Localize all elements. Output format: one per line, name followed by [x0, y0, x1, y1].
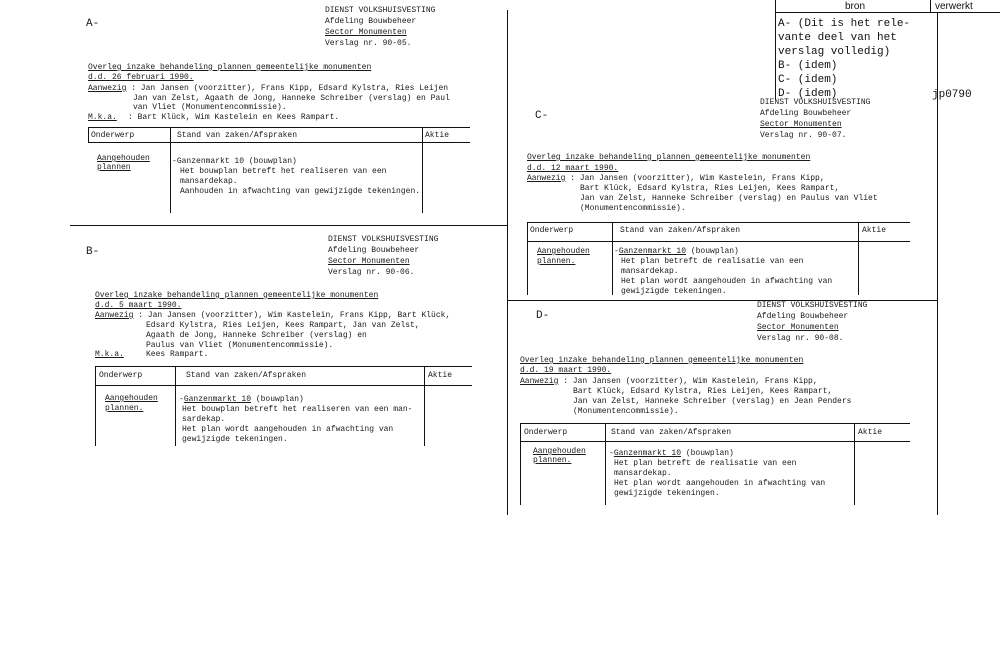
subject-line: plannen	[97, 163, 131, 172]
content-line: gewijzigde tekeningen.	[621, 287, 727, 296]
item-heading	[609, 449, 734, 458]
attendees-line	[95, 311, 450, 320]
attendees-line: Bart Klück, Edsard Kylstra, Ries Leijen, Kees Rampart,	[573, 387, 833, 396]
divider-a-b	[70, 225, 507, 226]
attendees-first: : Jan Jansen (voorzitter), Wim Kastelein, Frans Kipp,	[558, 377, 818, 386]
attendees-line: van Vliet (Monumentencommissie).	[133, 103, 287, 112]
aanwezig-label: Aanwezig	[520, 377, 559, 386]
table-column-rule	[605, 423, 606, 505]
column-header-action: Aktie	[428, 371, 453, 380]
column-header-status: Stand van zaken/Afspraken	[620, 226, 741, 235]
column-header-subject: Onderwerp	[91, 131, 135, 140]
meeting-date: d.d. 12 maart 1990.	[527, 164, 619, 173]
item-rest: (bouwplan)	[686, 247, 739, 256]
item-dash: -	[172, 157, 177, 166]
divider-c-d	[507, 300, 937, 301]
content-line: mansardekap.	[180, 177, 238, 186]
report-number: Verslag nr. 90-06.	[328, 268, 415, 277]
item-dash: -	[179, 395, 184, 404]
report-number: Verslag nr. 90-05.	[325, 39, 412, 48]
item-heading	[172, 157, 297, 166]
table-column-rule	[422, 127, 423, 213]
content-line: Het bouwplan betreft het realiseren van een	[180, 167, 387, 176]
column-header-action: Aktie	[425, 131, 450, 140]
table-header-rule	[88, 142, 470, 143]
report-number: Verslag nr. 90-07.	[760, 131, 847, 140]
header-bron: bron	[845, 1, 866, 12]
table-header-rule	[527, 241, 910, 242]
report-number: Verslag nr. 90-08.	[757, 334, 844, 343]
attendees-line: Agaath de Jong, Hanneke Schreiber (verslag) en	[146, 331, 367, 340]
note-line: B- (idem)	[778, 60, 838, 72]
table-header-rule	[520, 441, 910, 442]
report-label: A-	[86, 18, 100, 30]
center-divider	[507, 10, 508, 515]
table-left-rule	[520, 423, 521, 505]
meeting-date: d.d. 5 maart 1990.	[95, 301, 182, 310]
column-header-status: Stand van zaken/Afspraken	[177, 131, 298, 140]
subject-line: Aangehouden	[105, 394, 158, 403]
subject-line: plannen.	[533, 456, 572, 465]
dept-name: DIENST VOLKSHUISVESTING	[760, 98, 871, 107]
table-top-rule	[520, 423, 910, 424]
subject-line: Aangehouden	[537, 247, 590, 256]
attendees-line: Jan van Zelst, Hanneke Schreiber (verslag) en Jean Penders	[573, 397, 852, 406]
subject-line: plannen.	[105, 404, 144, 413]
note-line: verslag volledig)	[778, 46, 891, 58]
note-line: A- (Dit is het rele-	[778, 18, 911, 30]
attendees-line	[527, 174, 825, 183]
content-line: Het plan wordt aangehouden in afwachting van	[182, 425, 394, 434]
attendees-line: (Monumentencommissie).	[573, 407, 679, 416]
meeting-date: d.d. 19 maart 1990.	[520, 366, 612, 375]
item-heading	[614, 247, 739, 256]
attendees-line: Paulus van Vliet (Monumentencommissie).	[146, 341, 334, 350]
dept-division: Afdeling Bouwbeheer	[760, 109, 852, 118]
content-line: mansardekap.	[614, 469, 672, 478]
note-line: D- (idem)	[778, 88, 838, 100]
item-name: Ganzenmarkt 10	[176, 157, 245, 166]
archive-code: jp0790	[932, 89, 972, 101]
meeting-title: Overleg inzake behandeling plannen gemeentelijke monumenten	[527, 153, 811, 162]
item-rest: (bouwplan)	[251, 395, 304, 404]
content-line: Het bouwplan betreft het realiseren van een man-	[182, 405, 413, 414]
table-column-rule	[612, 222, 613, 295]
attendees-line	[88, 84, 448, 93]
content-line: Aanhouden in afwachting van gewijzigde tekeningen.	[180, 187, 421, 196]
column-header-subject: Onderwerp	[99, 371, 143, 380]
column-header-action: Aktie	[862, 226, 887, 235]
column-header-status: Stand van zaken/Afspraken	[186, 371, 307, 380]
column-header-action: Aktie	[858, 428, 883, 437]
aanwezig-label: Aanwezig	[527, 174, 566, 183]
attendees-first: : Jan Jansen (voorzitter), Wim Kastelein, Frans Kipp,	[565, 174, 825, 183]
report-label: D-	[536, 310, 550, 322]
meeting-title: Overleg inzake behandeling plannen gemeentelijke monumenten	[520, 356, 804, 365]
item-heading	[179, 395, 304, 404]
item-name: Ganzenmarkt 10	[618, 247, 687, 256]
attendees-first: : Jan Jansen (voorzitter), Wim Kastelein, Frans Kipp, Bart Klück,	[133, 311, 451, 320]
dept-sector: Sector Monumenten	[757, 323, 839, 332]
meeting-title: Overleg inzake behandeling plannen gemeentelijke monumenten	[95, 291, 379, 300]
table-left-rule	[527, 222, 528, 295]
attendees-line: Edsard Kylstra, Ries Leijen, Kees Rampart, Jan van Zelst,	[146, 321, 420, 330]
report-label: C-	[535, 110, 549, 122]
mka-label: M.k.a.	[95, 350, 124, 359]
table-top-rule	[95, 366, 472, 367]
subject-line: plannen.	[537, 257, 576, 266]
item-dash: -	[614, 247, 619, 256]
table-left-rule	[95, 366, 96, 446]
note-line: C- (idem)	[778, 74, 838, 86]
table-top-rule	[527, 222, 910, 223]
item-name: Ganzenmarkt 10	[613, 449, 682, 458]
column-header-subject: Onderwerp	[530, 226, 574, 235]
content-line: gewijzigde tekeningen.	[614, 489, 720, 498]
dept-division: Afdeling Bouwbeheer	[328, 246, 420, 255]
dept-name: DIENST VOLKSHUISVESTING	[757, 301, 868, 310]
item-rest: (bouwplan)	[681, 449, 734, 458]
dept-name: DIENST VOLKSHUISVESTING	[325, 6, 436, 15]
item-name: Ganzenmarkt 10	[183, 395, 252, 404]
table-column-rule	[170, 127, 171, 213]
content-line: Het plan wordt aangehouden in afwachting van	[621, 277, 833, 286]
report-label: B-	[86, 246, 100, 258]
dept-division: Afdeling Bouwbeheer	[325, 17, 417, 26]
meeting-date: d.d. 26 februari 1990.	[88, 73, 194, 82]
header-rule	[775, 12, 1000, 13]
item-dash: -	[609, 449, 614, 458]
attendees-first: : Jan Jansen (voorzitter), Frans Kipp, Edsard Kylstra, Ries Leijen	[126, 84, 449, 93]
note-left-rule	[775, 0, 776, 100]
table-top-rule	[88, 127, 470, 128]
content-line: sardekap.	[182, 415, 226, 424]
attendees-line	[520, 377, 818, 386]
table-column-rule	[424, 366, 425, 446]
header-verwerkt: verwerkt	[935, 1, 973, 12]
dept-name: DIENST VOLKSHUISVESTING	[328, 235, 439, 244]
dept-sector: Sector Monumenten	[760, 120, 842, 129]
mka-label: M.k.a.	[88, 113, 117, 122]
attendees-line: Jan van Zelst, Hanneke Schreiber (verslag) en Paulus van Vliet	[580, 194, 878, 203]
content-line: gewijzigde tekeningen.	[182, 435, 288, 444]
dept-division: Afdeling Bouwbeheer	[757, 312, 849, 321]
subject-line: Aangehouden	[533, 447, 586, 456]
subject-line: Aangehouden	[97, 154, 150, 163]
aanwezig-label: Aanwezig	[88, 84, 127, 93]
note-line: vante deel van het	[778, 32, 897, 44]
table-left-rule	[88, 127, 89, 143]
column-header-status: Stand van zaken/Afspraken	[611, 428, 732, 437]
column-header-subject: Onderwerp	[524, 428, 568, 437]
table-column-rule	[854, 423, 855, 505]
content-line: Het plan betreft de realisatie van een	[614, 459, 797, 468]
item-rest: (bouwplan)	[244, 157, 297, 166]
attendees-line: Bart Klück, Edsard Kylstra, Ries Leijen, Kees Rampart,	[580, 184, 840, 193]
content-line: mansardekap.	[621, 267, 679, 276]
mka-value: : Bart Klück, Wim Kastelein en Kees Rampart.	[128, 113, 340, 122]
content-line: Het plan wordt aangehouden in afwachting van	[614, 479, 826, 488]
attendees-line: Jan van Zelst, Agaath de Jong, Hanneke Schreiber (verslag) en Paul	[133, 94, 450, 103]
header-column-rule	[930, 0, 931, 12]
meeting-title: Overleg inzake behandeling plannen gemeentelijke monumenten	[88, 63, 372, 72]
table-column-rule	[175, 366, 176, 446]
attendees-line: (Monumentencommissie).	[580, 204, 686, 213]
content-line: Het plan betreft de realisatie van een	[621, 257, 804, 266]
dept-sector: Sector Monumenten	[328, 257, 410, 266]
table-column-rule	[858, 222, 859, 295]
dept-sector: Sector Monumenten	[325, 28, 407, 37]
mka-value: Kees Rampart.	[146, 350, 209, 359]
table-header-rule	[95, 385, 472, 386]
aanwezig-label: Aanwezig	[95, 311, 134, 320]
